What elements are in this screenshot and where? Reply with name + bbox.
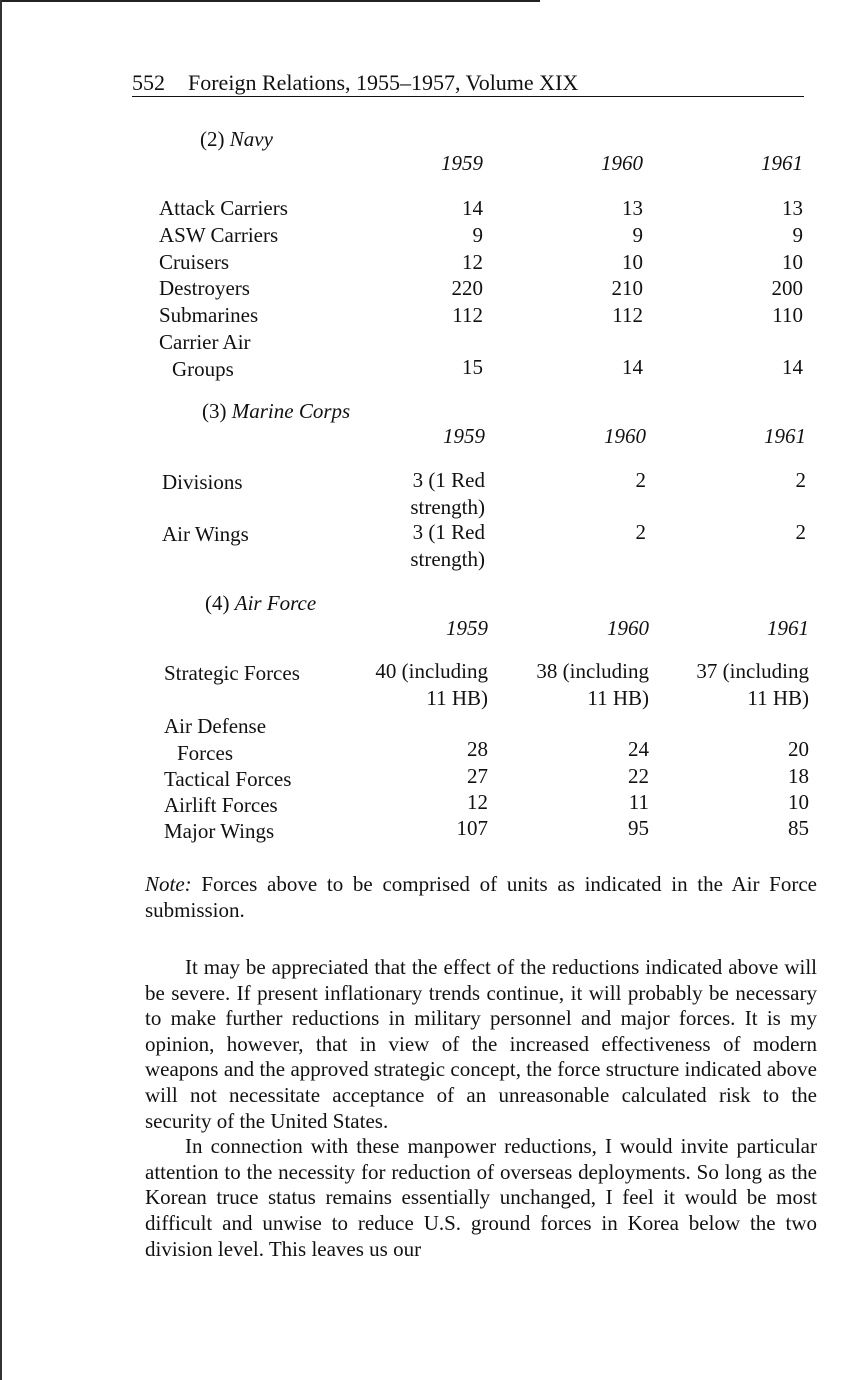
airforce-cell-cont: 11 HB) <box>747 686 809 710</box>
airforce-cell: 37 (including <box>696 659 809 683</box>
paragraph: It may be appreciated that the effect of the reductions indicated above will be severe. If present inflationary trends continue, it will probably be necessary to make further reductions in military personnel and major forces. It is my opinion, however, that in view of the increased effectiveness of modern weapons and the approved strategic concept, the force structure indicated above will not necessitate acceptance of an unreasonable calculated risk to the security of the United States. <box>145 955 817 1133</box>
navy-row-label: Cruisers <box>159 250 229 274</box>
marine-cell: 2 <box>635 468 646 492</box>
marine-heading: (3) Marine Corps <box>202 399 351 423</box>
navy-cell: 10 <box>782 250 803 274</box>
airforce-cell: 10 <box>788 790 809 814</box>
airforce-cell: 12 <box>467 790 488 814</box>
page-top-edge <box>0 0 540 2</box>
navy-cell: 9 <box>632 223 643 247</box>
navy-row-label: Attack Carriers <box>159 196 288 220</box>
navy-row-label: Destroyers <box>159 276 250 300</box>
airforce-cell: 107 <box>456 816 488 840</box>
marine-cell: 2 <box>635 520 646 544</box>
page-left-edge <box>0 0 2 1380</box>
marine-cell-cont: strength) <box>410 495 485 519</box>
airforce-cell: 28 <box>467 737 488 761</box>
airforce-cell: 20 <box>788 737 809 761</box>
airforce-cell: 24 <box>628 737 649 761</box>
airforce-cell: 18 <box>788 764 809 788</box>
marine-cell: 2 <box>795 520 806 544</box>
airforce-cell-cont: 11 HB) <box>426 686 488 710</box>
navy-cell: 9 <box>472 223 483 247</box>
marine-year-1959: 1959 <box>443 424 485 448</box>
navy-cell: 13 <box>622 196 643 220</box>
navy-row-label: Submarines <box>159 303 259 327</box>
navy-cell: 220 <box>451 276 483 300</box>
airforce-row-label: Major Wings <box>164 819 275 843</box>
airforce-row-label-cont: Forces <box>177 741 233 765</box>
navy-cell: 10 <box>622 250 643 274</box>
airforce-row-label: Tactical Forces <box>164 767 292 791</box>
marine-cell: 3 (1 Red <box>412 520 485 544</box>
body-text <box>145 955 817 1262</box>
navy-row-label: Carrier Air <box>159 330 251 354</box>
airforce-year-1959: 1959 <box>446 616 488 640</box>
airforce-row-label: Airlift Forces <box>164 793 278 817</box>
navy-row-label-cont: Groups <box>172 357 234 381</box>
navy-cell: 14 <box>782 355 803 379</box>
marine-cell-cont: strength) <box>410 547 485 571</box>
navy-cell: 110 <box>772 303 803 327</box>
running-title: Foreign Relations, 1955–1957, Volume XIX <box>188 70 579 95</box>
airforce-year-1960: 1960 <box>607 616 649 640</box>
navy-cell: 12 <box>462 250 483 274</box>
marine-row-label: Divisions <box>162 470 243 494</box>
airforce-cell: 40 (including <box>375 659 488 683</box>
navy-heading: (2) Navy <box>200 127 273 151</box>
airforce-row-label: Strategic Forces <box>164 661 300 685</box>
airforce-cell: 27 <box>467 764 488 788</box>
airforce-cell: 85 <box>788 816 809 840</box>
airforce-heading: (4) Air Force <box>205 591 317 615</box>
note-text: Forces above to be comprised of units as indicated in the Air Force submission. <box>145 872 817 922</box>
paragraph: In connection with these manpower reductions, I would invite particular attention to the necessity for reduction of overseas deployments. So long as the Korean truce status remains essentially unchanged, I feel it would be most difficult and unwise to reduce U.S. ground forces in Korea below the two division level. This leaves us our <box>145 1134 817 1261</box>
airforce-year-1961: 1961 <box>767 616 809 640</box>
navy-cell: 13 <box>782 196 803 220</box>
airforce-cell-cont: 11 HB) <box>587 686 649 710</box>
airforce-row-label: Air Defense <box>164 714 267 738</box>
navy-cell: 200 <box>771 276 803 300</box>
marine-cell: 2 <box>795 468 806 492</box>
navy-cell: 15 <box>462 355 483 379</box>
navy-cell: 112 <box>612 303 643 327</box>
navy-year-1960: 1960 <box>601 151 643 175</box>
navy-row-label: ASW Carriers <box>159 223 279 247</box>
marine-year-1960: 1960 <box>604 424 646 448</box>
airforce-cell: 95 <box>628 816 649 840</box>
marine-year-1961: 1961 <box>764 424 806 448</box>
page-number: 552 <box>132 70 165 95</box>
navy-cell: 112 <box>452 303 483 327</box>
note-label: Note: <box>145 872 192 896</box>
marine-row-label: Air Wings <box>162 522 249 546</box>
airforce-cell: 38 (including <box>536 659 649 683</box>
navy-cell: 14 <box>462 196 483 220</box>
navy-year-1961: 1961 <box>761 151 803 175</box>
airforce-cell: 11 <box>628 790 649 814</box>
marine-cell: 3 (1 Red <box>412 468 485 492</box>
navy-year-1959: 1959 <box>441 151 483 175</box>
navy-cell: 9 <box>792 223 803 247</box>
navy-cell: 14 <box>622 355 643 379</box>
running-header <box>132 68 804 97</box>
note <box>145 872 817 923</box>
navy-cell: 210 <box>611 276 643 300</box>
airforce-cell: 22 <box>628 764 649 788</box>
